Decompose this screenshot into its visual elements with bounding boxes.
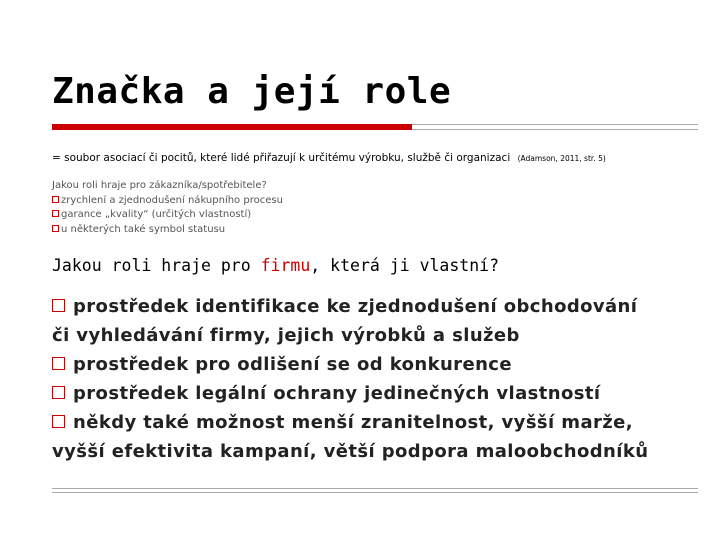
firm-list (52, 292, 712, 466)
firm-highlight: firmu (260, 256, 311, 275)
list-item: prostředek legální ochrany jedinečných vlastností (52, 379, 712, 408)
definition-text: = soubor asociací či pocitů, které lidé přiřazují k určitému výrobku, službě či organizaci (52, 152, 511, 164)
square-bullet-icon (52, 210, 59, 217)
list-item-continuation: vyšší efektivita kampaní, větší podpora maloobchodníků (52, 441, 649, 462)
footer-rule (52, 488, 698, 493)
square-bullet-icon (52, 386, 65, 399)
list-item: prostředek pro odlišení se od konkurence (52, 350, 712, 379)
customer-question: Jakou roli hraje pro zákazníka/spotřebitele? (52, 180, 267, 191)
square-bullet-icon (52, 357, 65, 370)
slide-title: Značka a její role (52, 71, 452, 112)
list-item: garance „kvality“ (určitých vlastností) (52, 208, 283, 223)
square-bullet-icon (52, 299, 65, 312)
definition-citation: (Adamson, 2011, str. 5) (517, 154, 606, 163)
customer-section (52, 179, 283, 237)
firm-question: Jakou roli hraje pro firmu, která ji vlastní? (52, 256, 500, 275)
square-bullet-icon (52, 415, 65, 428)
title-accent-bar (52, 124, 412, 130)
square-bullet-icon (52, 196, 59, 203)
list-item: prostředek identifikace ke zjednodušení obchodování (52, 292, 712, 321)
definition (52, 152, 606, 164)
list-item: někdy také možnost menší zranitelnost, vyšší marže, (52, 408, 712, 437)
list-item: u některých také symbol statusu (52, 223, 283, 238)
list-item-continuation: či vyhledávání firmy, jejich výrobků a služeb (52, 325, 520, 346)
square-bullet-icon (52, 225, 59, 232)
list-item: zrychlení a zjednodušení nákupního procesu (52, 194, 283, 209)
